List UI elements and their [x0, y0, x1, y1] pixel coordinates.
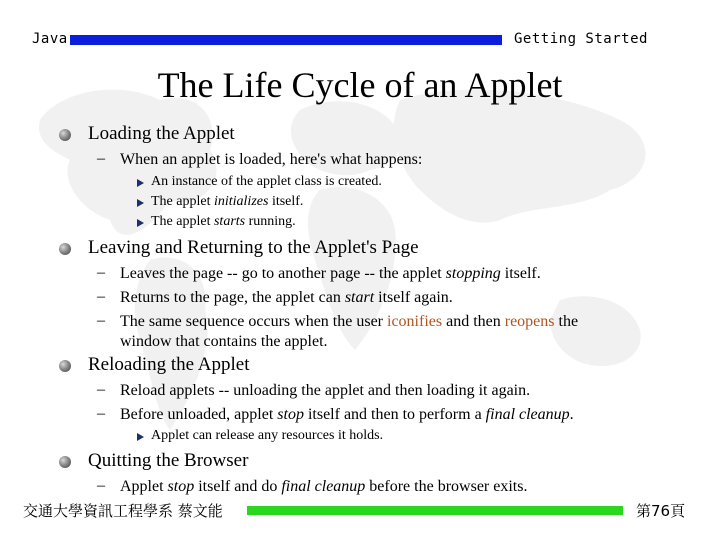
- header-right-label: Getting Started: [514, 31, 648, 47]
- dash-bullet: –: [97, 264, 105, 281]
- sub-list-item: The applet initializes itself.: [151, 194, 304, 209]
- dash-bullet: –: [97, 405, 105, 422]
- section-heading: Loading the Applet: [88, 123, 235, 144]
- triangle-bullet-icon: [137, 219, 144, 227]
- section-bullet: [59, 456, 71, 468]
- triangle-bullet-icon: [137, 433, 144, 441]
- dash-bullet: –: [97, 288, 105, 305]
- header-left-label: Java: [32, 31, 68, 47]
- section-bullet: [59, 129, 71, 141]
- slide-title: The Life Cycle of an Applet: [157, 65, 563, 105]
- section-heading: Quitting the Browser: [88, 450, 249, 471]
- list-item: The same sequence occurs when the user iconifies and then reopens the window that contains the applet.: [120, 313, 579, 350]
- triangle-bullet-icon: [137, 179, 144, 187]
- dash-bullet: –: [97, 381, 105, 398]
- page-number: 第76頁: [636, 502, 686, 520]
- sub-list-item: Applet can release any resources it holds.: [151, 428, 384, 443]
- sub-list-item: The applet starts running.: [151, 214, 296, 229]
- header-bar: [70, 35, 502, 45]
- section-heading: Leaving and Returning to the Applet's Page: [88, 237, 419, 258]
- sub-list-item: An instance of the applet class is created.: [151, 174, 382, 189]
- footer-bar: [247, 506, 623, 515]
- list-item: Applet stop itself and do final cleanup before the browser exits.: [120, 478, 528, 495]
- list-item-continuation: window that contains the applet.: [120, 333, 328, 350]
- list-item: Reload applets -- unloading the applet and then loading it again.: [120, 382, 531, 399]
- triangle-bullet-icon: [137, 199, 144, 207]
- footer-left-label: 交通大學資訊工程學系 蔡文能: [23, 502, 223, 520]
- list-item: When an applet is loaded, here's what happens:: [120, 151, 423, 168]
- list-item: Returns to the page, the applet can start itself again.: [120, 289, 453, 306]
- highlight-term: iconifies: [387, 313, 443, 330]
- dash-bullet: –: [97, 477, 105, 494]
- section-bullet: [59, 360, 71, 372]
- dash-bullet: –: [97, 312, 105, 329]
- highlight-term: reopens: [504, 313, 555, 330]
- dash-bullet: –: [97, 150, 105, 167]
- list-item: Leaves the page -- go to another page -- the applet stopping itself.: [120, 265, 541, 282]
- section-heading: Reloading the Applet: [88, 354, 250, 375]
- list-item: Before unloaded, applet stop itself and then to perform a final cleanup.: [120, 406, 574, 423]
- section-bullet: [59, 243, 71, 255]
